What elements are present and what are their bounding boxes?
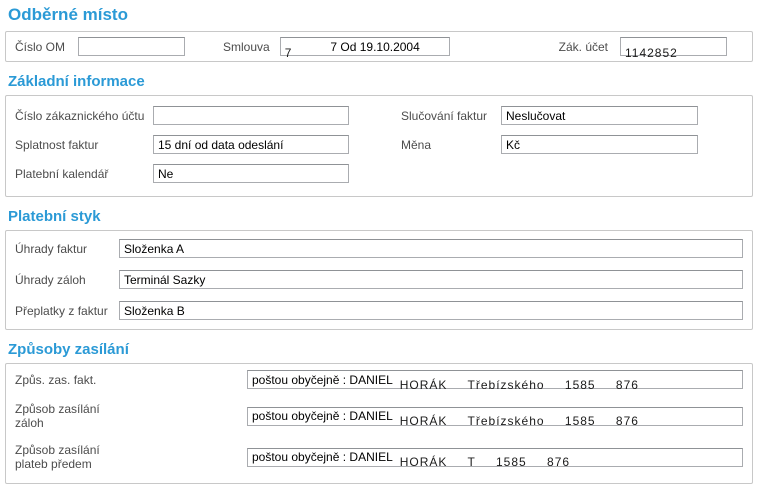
zpusob-zasilani-plateb-predem-redacted-fragment: HORÁK T 1585 876 <box>399 455 571 469</box>
slucovani-faktur-input[interactable] <box>501 106 698 125</box>
preplatky-z-faktur-label: Přeplatky z faktur <box>15 303 108 318</box>
preplatky-z-faktur-value: Složenka B <box>124 303 185 318</box>
field-row <box>401 135 701 154</box>
zak-ucet-label: Zák. účet <box>558 39 608 54</box>
platebni-styk-heading: Platební styk <box>8 208 101 225</box>
cislo-om-input[interactable] <box>78 37 185 56</box>
slucovani-faktur-value: Neslučovat <box>506 108 566 123</box>
cislo-zak-uctu-input[interactable] <box>153 106 349 125</box>
zakladni-left-column <box>15 106 349 183</box>
uhrady-zaloh-label: Úhrady záloh <box>15 272 86 287</box>
preplatky-z-faktur-input[interactable] <box>119 301 743 320</box>
zpus-zas-fakt-value: poštou obyčejně : DANIEL <box>252 372 393 387</box>
splatnost-faktur-input[interactable] <box>153 135 349 154</box>
zpusob-zasilani-plateb-predem-label: Způsob zasílání plateb předem <box>15 443 100 471</box>
zakladni-right-column <box>401 106 701 154</box>
zak-ucet-input[interactable] <box>620 37 727 60</box>
field-row <box>15 135 349 154</box>
zpusob-zasilani-zaloh-label: Způsob zasílání záloh <box>15 402 100 430</box>
odberne-misto-section <box>5 31 753 62</box>
splatnost-faktur-value: 15 dní od data odeslání <box>158 137 284 152</box>
field-row <box>15 239 743 258</box>
field-row <box>401 106 701 125</box>
zpusob-zasilani-plateb-predem-input[interactable] <box>247 448 743 467</box>
uhrady-zaloh-input[interactable] <box>119 270 743 289</box>
field-row <box>15 402 743 430</box>
splatnost-faktur-label: Splatnost faktur <box>15 137 99 152</box>
field-row <box>15 106 349 125</box>
zpusoby-zasilani-heading: Způsoby zasílání <box>8 341 129 358</box>
uhrady-zaloh-value: Terminál Sazky <box>124 272 206 287</box>
zpus-zas-fakt-redacted-fragment: HORÁK Třebízského 1585 876 <box>399 377 639 392</box>
odberne-misto-row <box>15 37 743 60</box>
platebni-kalendar-input[interactable] <box>153 164 349 183</box>
smlouva-redacted-fragment: 7 <box>284 45 293 60</box>
zpus-zas-fakt-input[interactable] <box>247 370 743 392</box>
zakladni-informace-heading: Základní informace <box>8 73 145 90</box>
zakladni-informace-section <box>5 95 753 197</box>
zpusoby-zasilani-section <box>5 363 753 484</box>
zpus-zas-fakt-label: Způs. zas. fakt. <box>15 372 97 387</box>
cislo-zak-uctu-label: Číslo zákaznického účtu <box>15 108 145 123</box>
zpusob-zasilani-plateb-predem-value: poštou obyčejně : DANIEL <box>252 450 393 464</box>
smlouva-label: Smlouva <box>223 39 270 54</box>
smlouva-input[interactable] <box>280 37 450 60</box>
zpusob-zasilani-zaloh-input[interactable] <box>247 407 743 426</box>
uhrady-faktur-input[interactable] <box>119 239 743 258</box>
field-row <box>15 164 349 183</box>
mena-label: Měna <box>401 137 432 152</box>
platebni-kalendar-label: Platební kalendář <box>15 166 109 181</box>
smlouva-value: 7 Od 19.10.2004 <box>330 39 420 54</box>
zak-ucet-redacted-value: 1142852 <box>625 45 678 60</box>
uhrady-faktur-value: Složenka A <box>124 241 185 256</box>
cislo-om-label: Číslo OM <box>15 39 66 54</box>
field-row <box>15 301 743 320</box>
mena-value: Kč <box>506 137 521 152</box>
field-row <box>15 270 743 289</box>
platebni-styk-section <box>5 230 753 330</box>
field-row <box>15 370 743 392</box>
zpusob-zasilani-zaloh-redacted-fragment: HORÁK Třebízského 1585 876 <box>399 414 639 428</box>
platebni-kalendar-value: Ne <box>158 166 174 181</box>
page-title: Odběrné místo <box>8 5 128 24</box>
zpusob-zasilani-zaloh-value: poštou obyčejně : DANIEL <box>252 409 393 423</box>
uhrady-faktur-label: Úhrady faktur <box>15 241 88 256</box>
slucovani-faktur-label: Slučování faktur <box>401 108 488 123</box>
mena-input[interactable] <box>501 135 698 154</box>
field-row <box>15 443 743 471</box>
